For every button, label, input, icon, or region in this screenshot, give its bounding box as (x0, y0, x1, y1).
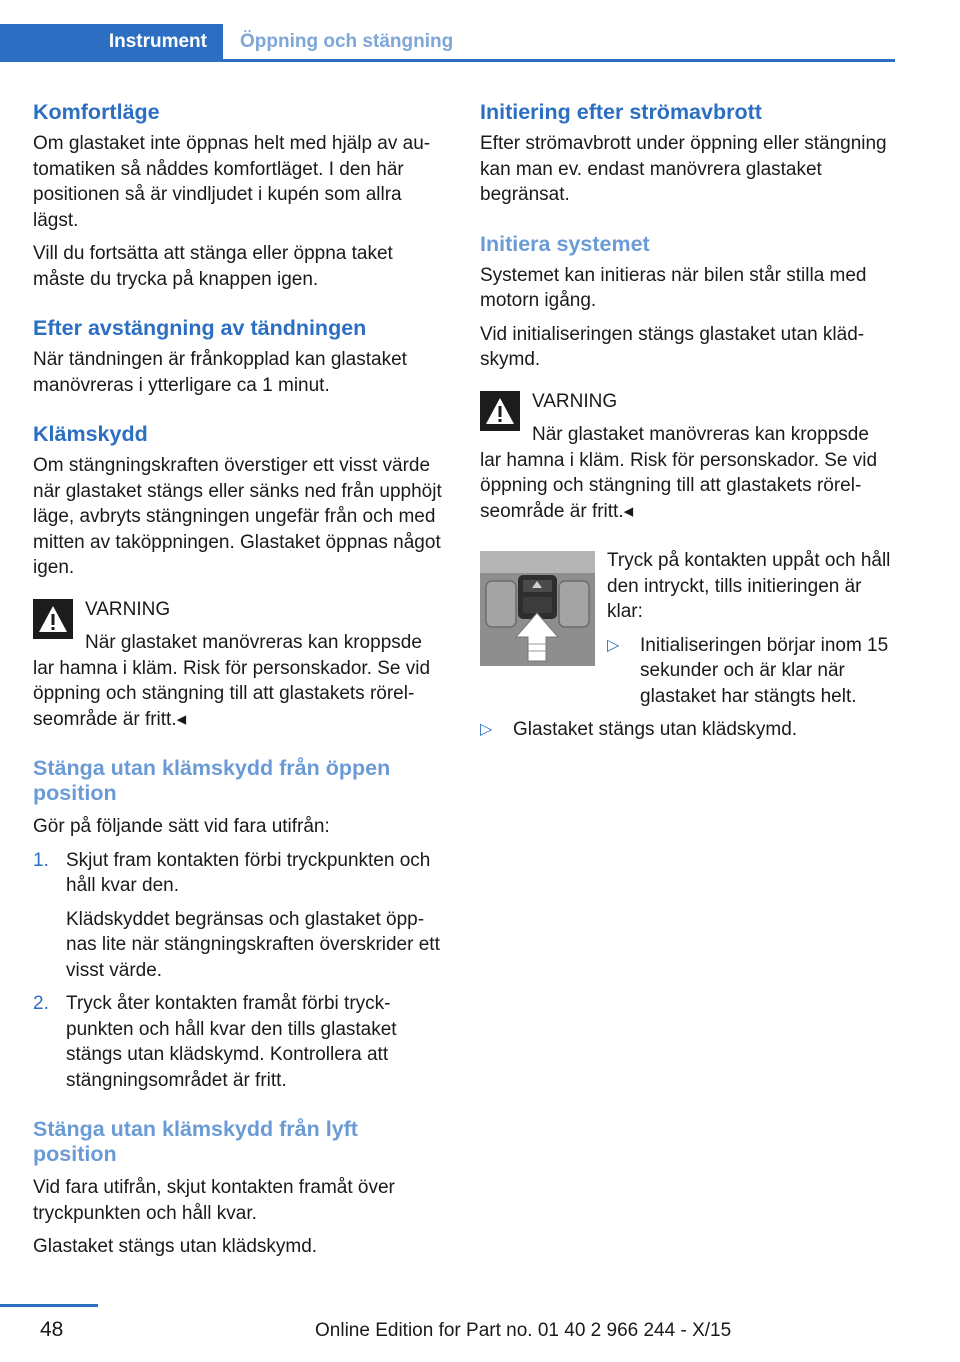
page-number: 48 (40, 1318, 64, 1341)
steps-intro: Tryck på kontakten uppåt och håll den intryckt, tills initieringen är klar: (607, 550, 891, 622)
heading-efter-avstangning: Efter avstängning av tändningen (33, 316, 367, 340)
warning-first-line: När glastaket manövreras kan kroppsde (85, 632, 422, 653)
warning-triangle-icon (480, 391, 520, 431)
warning-title: VARNING (532, 390, 618, 412)
warning-triangle-icon (33, 599, 73, 639)
heading-klamskydd: Klämskydd (33, 422, 148, 446)
warning-text: lar hamna i kläm. Risk för personskador. Se vid öppning och stängning till att glastakets rörelseområde är fritt.◂ (33, 657, 431, 730)
warning-block (33, 597, 447, 733)
list-number: 1. (33, 849, 49, 871)
header-tabbar (0, 24, 895, 62)
list-item-text: Skjut fram kontakten förbi tryckpunkten och håll kvar den. (66, 849, 431, 896)
warning-text: lar hamna i kläm. Risk för personskador. Se vid öppning och stängning till att glastakets rörelseområde är fritt.◂ (480, 449, 878, 522)
list-number: 2. (33, 993, 49, 1014)
heading-stanga-lyft: Stänga utan klämskydd från lyft position (33, 1117, 358, 1166)
footer-rule (0, 1304, 98, 1307)
triangle-bullet-icon: ▷ (480, 721, 493, 738)
list-item (33, 991, 447, 1093)
right-column (480, 100, 892, 743)
oppen-intro: Gör på följande sätt vid fara utifrån: (33, 816, 330, 837)
list-item-note: Klädskyddet begränsas och glastaket öppnas lite när stängningskraften överskrider ett visst värde. (66, 908, 440, 981)
heading-stanga-oppen: Stänga utan klämskydd från öppen position (33, 756, 391, 805)
warning-title: VARNING (85, 598, 171, 620)
warning-first-line: När glastaket manövreras kan kroppsde (532, 424, 869, 445)
list-item-text: Tryck åter kontakten framåt förbi tryckpunkten och håll kvar den tills glastaket stängs utan klädskymd. Kontrollera att stängningsområdet är fritt. (66, 993, 397, 1091)
heading-initiera-systemet: Initiera systemet (480, 231, 650, 256)
list-item-text: Glastaket stängs utan klädskymd. (513, 719, 798, 740)
footer-edition: Online Edition for Part no. 01 40 2 966 244 - X/15 (315, 1320, 732, 1341)
tab-instrument[interactable]: Instrument (0, 24, 223, 59)
initiering-steps (480, 548, 892, 709)
heading-initiering: Initiering efter strömavbrott (480, 100, 762, 124)
lyft-paragraph-2: Glastaket stängs utan klädskymd. (33, 1236, 318, 1257)
list-item (33, 848, 447, 984)
komfort-paragraph-1: Om glastaket inte öppnas helt med hjälp av automatiken så nåddes komfortläget. I den här positionen så är vindljudet i kupén som allra lägst. (33, 133, 431, 231)
left-column (33, 100, 447, 1260)
lyft-paragraph-1: Vid fara utifrån, skjut kontakten framåt över tryckpunkten och håll kvar. (33, 1177, 395, 1224)
heading-komfortlage: Komfortläge (33, 100, 160, 124)
list-item (480, 717, 892, 743)
triangle-bullet-icon: ▷ (607, 636, 620, 654)
initiering-paragraph: Efter strömavbrott under öppning eller stängning kan man ev. endast manövrera glastaket begränsat. (480, 133, 887, 205)
list-item-text: Initialiseringen börjar inom 15 sekunder och är klar när glastaket har stängts helt. (640, 634, 889, 707)
list-item (607, 633, 892, 710)
initiera-paragraph-2: Vid initialiseringen stängs glastaket utan klädskymd. (480, 323, 865, 370)
tab-oppning-och-stangning[interactable]: Öppning och stängning (240, 30, 454, 52)
roof-switch-image (480, 551, 595, 666)
warning-block (480, 389, 892, 525)
initiera-paragraph-1: Systemet kan initieras när bilen står stilla med motorn igång. (480, 264, 867, 311)
komfort-paragraph-2: Vill du fortsätta att stänga eller öppna taket måste du trycka på knappen igen. (33, 243, 393, 290)
klamskydd-paragraph: Om stängningskraften överstiger ett visst värde när glastaket stängs eller sänks ned från upphöjt läge, avbryts stängningen ungefär från och med mitten av taköppningen. Glastaket öppnas något igen. (33, 455, 442, 578)
efter-paragraph: När tändningen är frånkopplad kan glastaket manövreras i ytterligare ca 1 minut. (33, 349, 407, 396)
